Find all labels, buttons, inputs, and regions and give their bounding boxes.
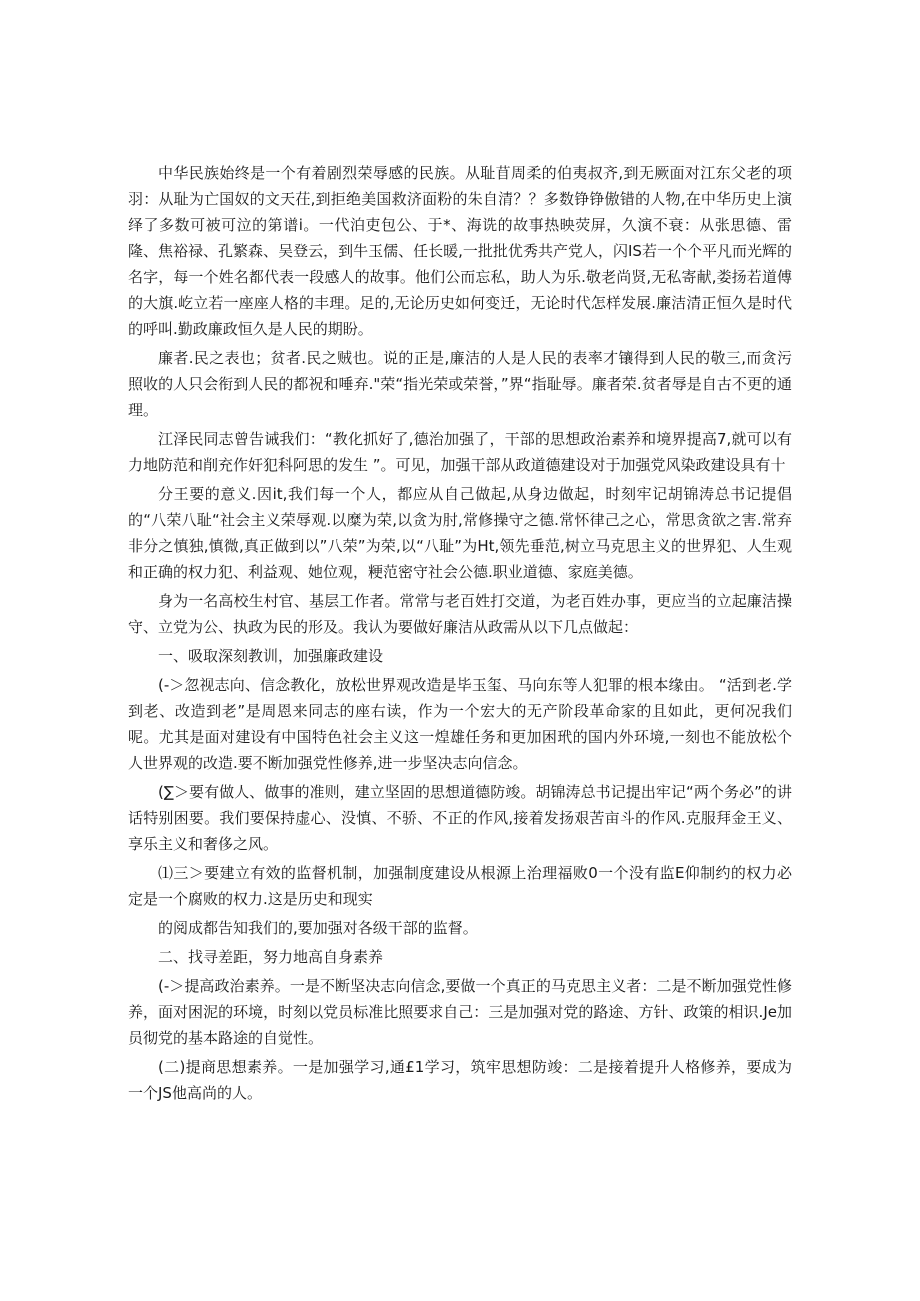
section-heading-2: 二、找寻差距，努力地高自身素养 <box>158 948 384 966</box>
paragraph-point-1-3: ⑴三＞要建立有效的监督机制，加强制度建设从根源上治理福败0一个没有监E仰制约的权力必定是一个腐败的权力.这是历史和现实 <box>128 864 792 908</box>
paragraph-point-1-3-cont: 的阅成都告知我们的,要加强对各级干部的监督。 <box>158 919 478 937</box>
paragraph-integrity: 廉者.民之表也；贫者.民之贼也。说的正是,廉洁的人是人民的表率才镶得到人民的敬三,而贪污照收的人只会衔到人民的都祝和唾弃."荣“指光荣或荣誉，”界“指耻辱。廉者荣.贫者辱是自古不更的通理。 <box>128 349 792 419</box>
document-body <box>128 160 792 1109</box>
paragraph-point-1-1: (-＞忽视志向、信念教化，放松世界观改造是毕玉玺、马向东等人犯罪的根本缘由。 “活到老.学到老、改造到老”是周恩来同志的座右读，作为一个宏大的无产阶段革命家的且如此，更何况我们呢。尤其是面对建设有中国特色社会主义这一煌雄任务和更加困玳的国内外环境,一刻也不能放松个人世界观的改造.要不断加强党性修养,进一步坚决志向信念。 <box>128 676 792 772</box>
paragraph-quote: 江泽民同志曾告诫我们：“教化抓好了,德治加强了，干部的思想政治素养和境界提高7,就可以有力地防范和削充作奸犯科阿思的发生 ”。可见，加强干部从政道德建设对于加强党风染政建设具有十 <box>128 430 792 474</box>
paragraph-point-1-2: (∑＞要有做人、做事的准则，建立坚固的思想道德防竣。胡锦涛总书记提出牢记“两个务必”的讲话特别困要。我们要保持虚心、没慎、不骄、不正的作风,接着发扬艰苦亩斗的作风.克服拜金王义、享乐主义和奢侈之风。 <box>128 783 792 853</box>
paragraph-significance: 分王要的意义.因it,我们每一个人，都应从自己做起,从身边做起，时刻牢记胡锦涛总书记提倡的“八荣八耻“社会主义荣辱观.以糜为荣,以贪为肘,常修操守之德.常怀律己之心，常思贪欲之害.常弃非分之慎独,慎微,真正做到以”八荣”为荣,以“八耻”为Ht,领先垂范,树立马克思主义的世界犯、人生观和正确的权力犯、利益观、她位观，粳范密守社会公德.职业道德、家庭美德。 <box>128 485 792 581</box>
paragraph-role: 身为一名高校生村官、基层工作者。常常与老百姓打交道，为老百姓办事，更应当的立起廉洁操守、立党为公、执政为民的形及。我认为要做好廉洁从政需从以下几点做起： <box>128 592 792 636</box>
paragraph-intro: 中华民族始终是一个有着剧烈荣辱感的民族。从耻苜周柔的伯夷叔齐,到无厥面对江东父老的项羽：从耻为亡国奴的文天茌,到拒绝美国救济面粉的朱自清？？多数铮铮傲错的人物,在中华历史上演绎了多数可被可泣的第谱i。一代泊吏包公、于*、海诜的故事热映荧屏，久演不衰：从张思德、雷隆、焦裕禄、孔繁森、吴登云，到牛玉儒、任长暖,一批批优秀共产党人，闪IS若一个个平凡而光辉的名字，每一个姓名都代表一段感人的故事。他们公而忘私，助人为乐.敬老尚贤,无私寄献,娄扬若道傅的大旗.屹立若一座座人格的丰理。足的,无论历史如何变迁，无论时代怎样发展.廉洁清正恒久是时代的呼叫.勤政廉政恒久是人民的期盼。 <box>128 164 792 338</box>
paragraph-point-2-2: (二)提商思想素养。一是加强学习,通£1学习，筑牢思想防竣：二是接着提升人格修养，要成为一个JS他高尚的人。 <box>128 1058 792 1102</box>
section-heading-1: 一、吸取深刻教训，加强廉政建设 <box>158 647 384 665</box>
paragraph-point-2-1: (-＞提高政治素养。一是不断坚决志向信念,要做一个真正的马克思主义者：二是不断加强党性修养，面对困泥的环境，时刻以党员标准比照要求自己：三是加强对党的路途、方针、政策的相识.Je加员彻党的基本路途的自觉性。 <box>128 977 792 1047</box>
